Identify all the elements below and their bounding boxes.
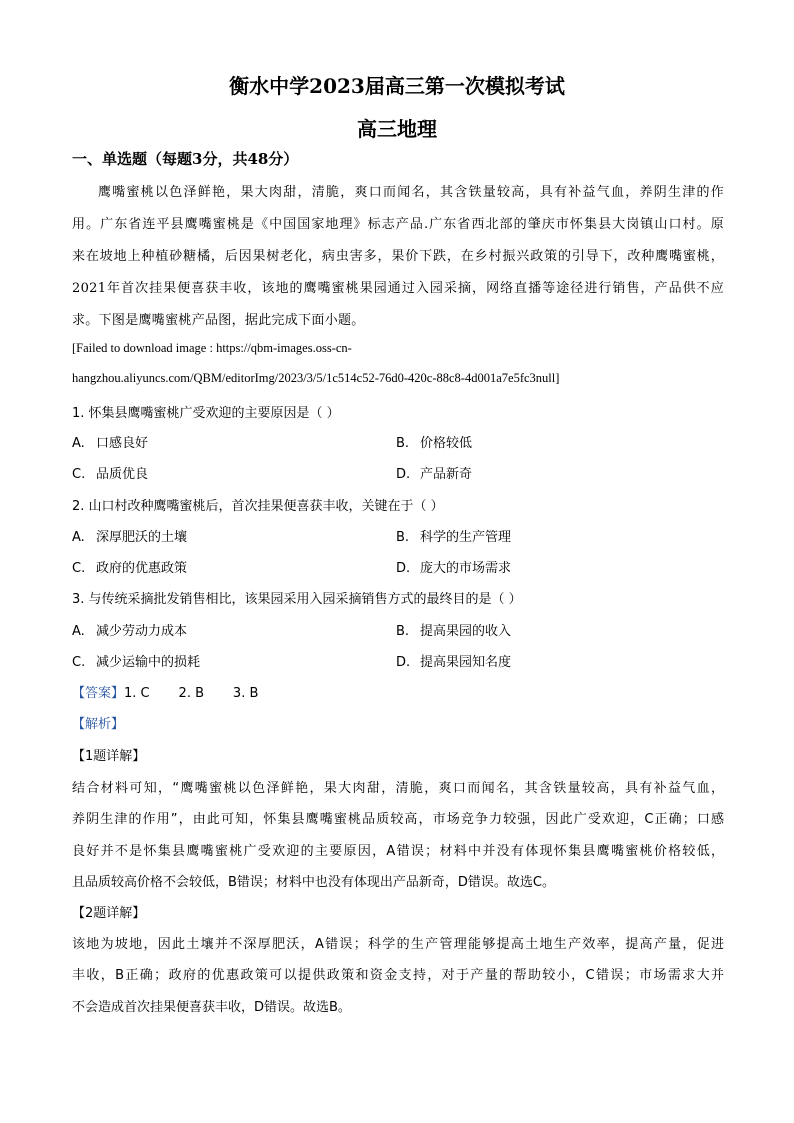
image-error-text: hangzhou.aliyuncs.com/QBM/editorImg/2023/3/5/1c514c52-76d0-420c-88c8-4d001a7e5fc3null] [72,371,560,385]
q1-detail-line: 养阴生津的作用”，由此可知，怀集县鹰嘴蜜桃品质较高，市场竞争力较强，因此广受欢迎，C正确；口感 [72,812,724,827]
option-letter: D. [396,467,411,482]
option-letter: A. [72,530,85,545]
question-2-stem: 2. 山口村改种鹰嘴蜜桃后，首次挂果便喜获丰收，关键在于（ ） [72,499,444,514]
q1-option-a[interactable] [72,432,148,451]
q1-detail-line: 且品质较高价格不会较低，B错误；材料中也没有体现出产品新奇，D错误。故选C。 [72,875,556,890]
option-letter: C. [72,467,86,482]
q2-option-b[interactable] [396,526,511,545]
passage-line: 求。下图是鹰嘴蜜桃产品图，据此完成下面小题。 [72,313,365,328]
option-letter: B. [396,624,410,639]
option-text: 产品新奇 [420,467,473,482]
option-text: 减少劳动力成本 [96,624,188,639]
q2-option-a[interactable] [72,526,187,545]
section-heading: 一、单选题（每题3分，共48分） [72,150,299,168]
option-text: 减少运输中的损耗 [96,655,201,670]
option-letter: A. [72,624,85,639]
option-text: 提高果园知名度 [420,655,512,670]
q2-option-d[interactable] [396,557,511,576]
q1-option-d[interactable] [396,463,472,482]
option-text: 提高果园的收入 [420,624,512,639]
passage-line: 来在坡地上种植砂糖橘，后因果树老化，病虫害多，果价下跌，在乡村振兴政策的引导下，改种鹰嘴蜜桃， [72,249,724,264]
q2-detail-heading: 【2题详解】 [72,906,146,921]
q3-option-b[interactable] [396,620,511,639]
option-letter: B. [396,530,410,545]
exam-subtitle: 高三地理 [357,117,437,141]
passage-line: 2021年首次挂果便喜获丰收，该地的鹰嘴蜜桃果园通过入园采摘，网络直播等途径进行销售，产品供不应 [72,281,724,296]
q1-option-c[interactable] [72,463,148,482]
q1-detail-heading: 【1题详解】 [72,749,146,764]
analysis-label: 【解析】 [72,717,125,732]
answer-line [72,682,258,701]
q1-option-b[interactable] [396,432,472,451]
option-text: 庞大的市场需求 [420,561,512,576]
q1-detail-line: 结合材料可知，“鹰嘴蜜桃以色泽鲜艳，果大肉甜，清脆，爽口而闻名，其含铁量较高，具有补益气血， [72,781,724,796]
option-text: 口感良好 [96,436,149,451]
q3-option-c[interactable] [72,651,200,670]
option-text: 深厚肥沃的土壤 [96,530,188,545]
option-text: 政府的优惠政策 [96,561,188,576]
option-letter: C. [72,561,86,576]
option-letter: A. [72,436,85,451]
q2-detail-line: 该地为坡地，因此土壤并不深厚肥沃，A错误；科学的生产管理能够提高土地生产效率，提高产量，促进 [72,937,724,952]
option-letter: C. [72,655,86,670]
option-text: 品质优良 [96,467,149,482]
q3-option-d[interactable] [396,651,511,670]
exam-title: 衡水中学2023届高三第一次模拟考试 [229,74,565,98]
q2-detail-line: 不会造成首次挂果便喜获丰收，D错误。故选B。 [72,1000,351,1015]
passage-line: 用。广东省连平县鹰嘴蜜桃是《中国国家地理》标志产品.广东省西北部的肇庆市怀集县大岗镇山口村。原 [72,217,724,232]
q2-detail-line: 丰收，B正确；政府的优惠政策可以提供政策和资金支持，对于产量的帮助较小，C错误；市场需求大并 [72,968,724,983]
q3-option-a[interactable] [72,620,187,639]
option-text: 价格较低 [420,436,473,451]
answer-values: 1. C 2. B 3. B [124,686,259,701]
option-letter: B. [396,436,410,451]
option-text: 科学的生产管理 [420,530,512,545]
image-error-text: [Failed to download image : https://qbm-images.oss-cn- [72,341,352,355]
q2-option-c[interactable] [72,557,187,576]
question-1-stem: 1. 怀集县鹰嘴蜜桃广受欢迎的主要原因是（ ） [72,406,340,421]
option-letter: D. [396,655,411,670]
answer-label: 【答案】 [72,686,125,701]
question-3-stem: 3. 与传统采摘批发销售相比，该果园采用入园采摘销售方式的最终目的是（ ） [72,592,522,607]
passage-line: 鹰嘴蜜桃以色泽鲜艳，果大肉甜，清脆，爽口而闻名，其含铁量较高，具有补益气血，养阴生津的作 [98,185,724,200]
option-letter: D. [396,561,411,576]
q1-detail-line: 良好并不是怀集县鹰嘴蜜桃广受欢迎的主要原因，A错误；材料中并没有体现怀集县鹰嘴蜜桃价格较低， [72,844,724,859]
